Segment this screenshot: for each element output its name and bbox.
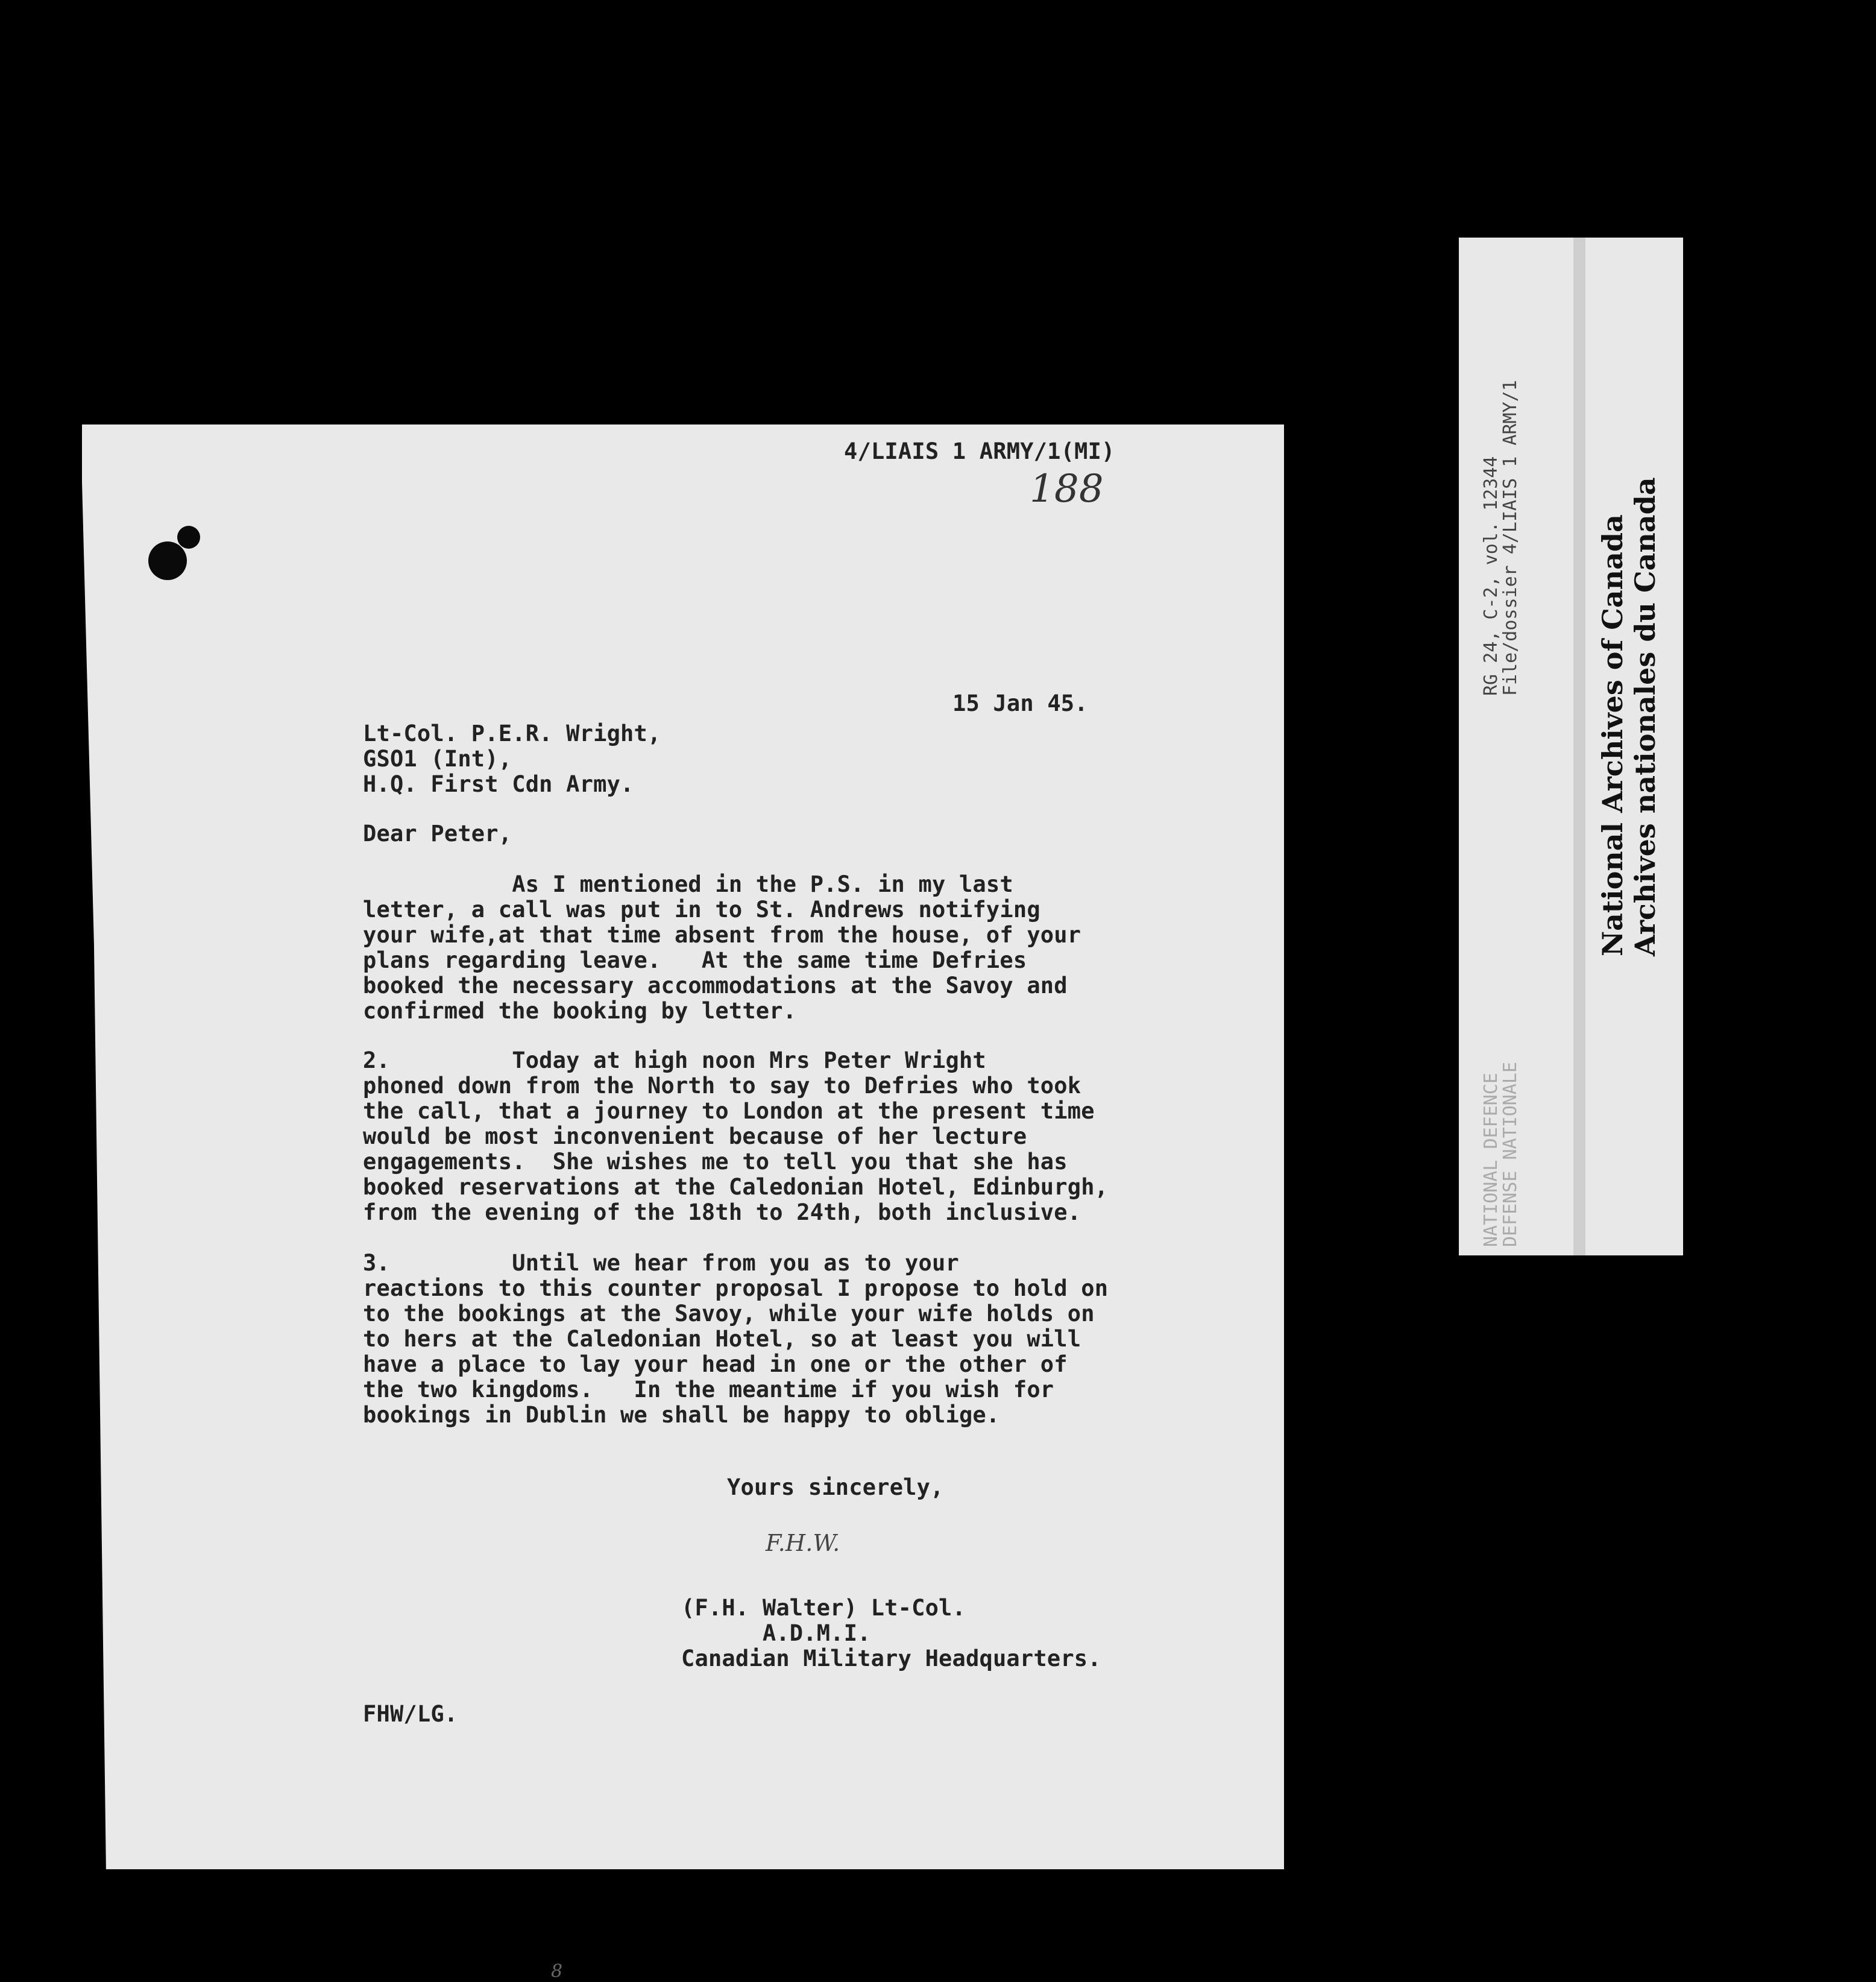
punch-hole bbox=[177, 526, 200, 549]
paragraph-line: phoned down from the North to say to Defries who took bbox=[363, 1073, 1081, 1099]
paragraph-line: 2. Today at high noon Mrs Peter Wright bbox=[363, 1047, 986, 1073]
letter-date: 15 Jan 45. bbox=[952, 690, 1088, 716]
recipient-line: Lt-Col. P.E.R. Wright, bbox=[363, 721, 661, 746]
punch-hole bbox=[148, 541, 187, 580]
label-line: National Archives of Canada bbox=[1596, 514, 1629, 956]
reference-initials: FHW/LG. bbox=[363, 1701, 458, 1727]
closing: Yours sincerely, bbox=[727, 1474, 944, 1500]
paragraph-line: would be most inconvenient because of her lecture bbox=[363, 1123, 1027, 1149]
page-number: 188 bbox=[1030, 467, 1104, 511]
handwritten-initials: F.H.W. bbox=[766, 1530, 840, 1556]
bottom-mark: 8 bbox=[551, 1961, 563, 1982]
paragraph-line: bookings in Dublin we shall be happy to oblige. bbox=[363, 1402, 1000, 1428]
paragraph-line: engagements. She wishes me to tell you that she has bbox=[363, 1149, 1068, 1175]
signature-line: (F.H. Walter) Lt-Col. bbox=[681, 1595, 966, 1621]
paragraph-1 bbox=[363, 872, 1081, 1024]
paragraph-2 bbox=[363, 1048, 1108, 1225]
paragraph-line: plans regarding leave. At the same time Defries bbox=[363, 947, 1027, 973]
label-line: Archives nationales du Canada bbox=[1629, 477, 1661, 956]
signature-line: Canadian Military Headquarters. bbox=[681, 1646, 1101, 1671]
paragraph-line: letter, a call was put in to St. Andrews notifying bbox=[363, 897, 1040, 923]
paragraph-line: booked the necessary accommodations at the Savoy and bbox=[363, 973, 1068, 999]
paragraph-line: from the evening of the 18th to 24th, both inclusive. bbox=[363, 1199, 1081, 1225]
paragraph-line: the call, that a journey to London at the present time bbox=[363, 1098, 1095, 1124]
paragraph-line: the two kingdoms. In the meantime if you wish for bbox=[363, 1377, 1054, 1403]
label-line: File/dossier 4/LIAIS 1 ARMY/1 bbox=[1500, 380, 1521, 696]
paragraph-line: confirmed the booking by letter. bbox=[363, 998, 797, 1024]
label-line: RG 24, C-2, vol. 12344 bbox=[1481, 456, 1502, 696]
paragraph-line: have a place to lay your head in one or the other of bbox=[363, 1351, 1068, 1377]
label-divider bbox=[1573, 238, 1585, 1255]
recipient-line: GSO1 (Int), bbox=[363, 746, 512, 772]
institution-label bbox=[1596, 477, 1661, 956]
signature-block bbox=[681, 1595, 1101, 1671]
recipient-line: H.Q. First Cdn Army. bbox=[363, 771, 634, 797]
paragraph-line: to the bookings at the Savoy, while your wife holds on bbox=[363, 1301, 1095, 1327]
salutation: Dear Peter, bbox=[363, 821, 512, 847]
archive-label bbox=[1459, 238, 1683, 1255]
paragraph-3 bbox=[363, 1251, 1108, 1428]
paragraph-line: to hers at the Caledonian Hotel, so at least you will bbox=[363, 1326, 1081, 1352]
label-line: NATIONAL DEFENCE bbox=[1481, 1073, 1502, 1247]
recipient-address bbox=[363, 721, 661, 797]
paragraph-line: reactions to this counter proposal I propose to hold on bbox=[363, 1275, 1109, 1301]
paragraph-line: As I mentioned in the P.S. in my last bbox=[363, 871, 1013, 897]
paragraph-line: 3. Until we hear from you as to your bbox=[363, 1250, 959, 1276]
record-group-label bbox=[1482, 380, 1520, 696]
signature-line: A.D.M.I. bbox=[681, 1620, 871, 1646]
paragraph-line: your wife,at that time absent from the house, of your bbox=[363, 922, 1081, 948]
national-defence-label bbox=[1482, 1062, 1520, 1247]
paragraph-line: booked reservations at the Caledonian Hotel, Edinburgh, bbox=[363, 1174, 1109, 1200]
file-reference: 4/LIAIS 1 ARMY/1(MI) bbox=[844, 438, 1115, 464]
label-line: DEFENSE NATIONALE bbox=[1500, 1061, 1521, 1247]
